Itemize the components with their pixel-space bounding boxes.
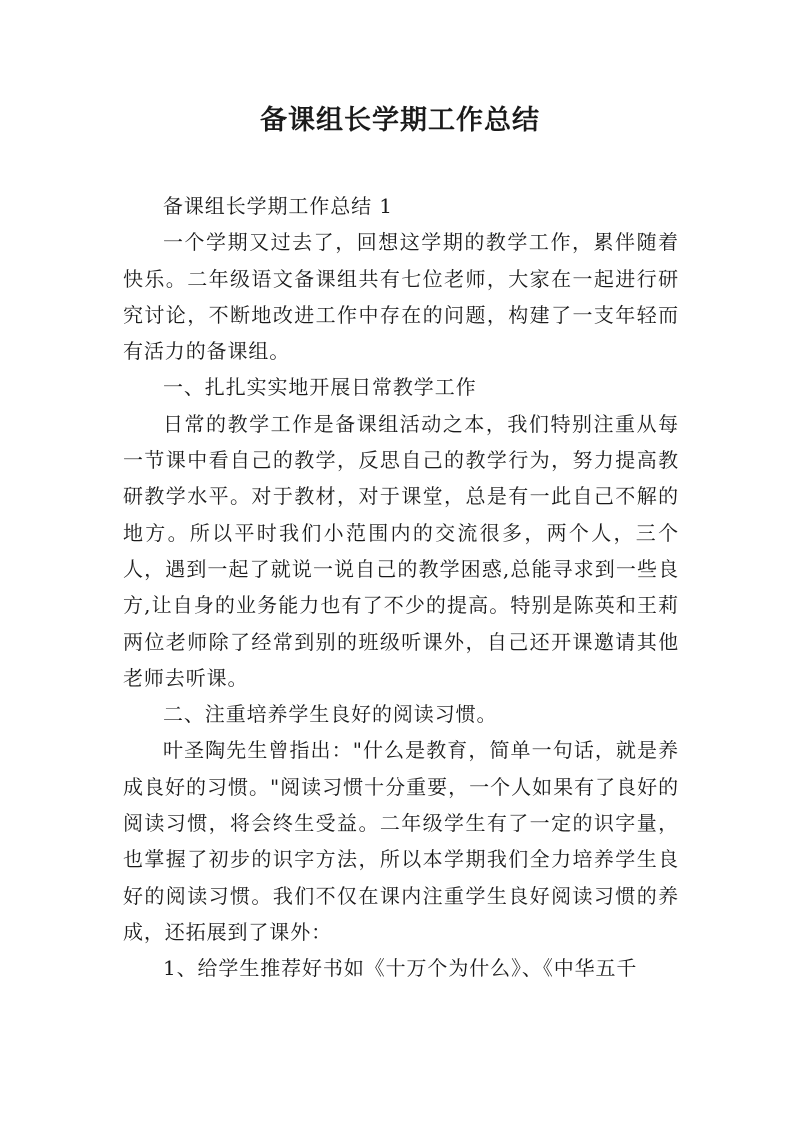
section-heading: 二、注重培养学生良好的阅读习惯。 xyxy=(163,702,498,727)
body-paragraph: 叶圣陶先生曾指出："什么是教育，简单一句话，就是养成良好的习惯。"阅读习惯十分重要，一个人如果有了良好的阅读习惯，将会终生受益。二年级学生有了一定的识字量，也掌握了初步的识字方法，所以本学期我们全力培养学生良好的阅读习惯。我们不仅在课内注重学生良好阅读习惯的养成，还拓展到了课外： xyxy=(123,738,679,944)
body-paragraph: 日常的教学工作是备课组活动之本，我们特别注重从每一节课中看自己的教学，反思自己的教学行为，努力提高教研教学水平。对于教材，对于课堂，总是有一此自己不解的地方。所以平时我们小范围内的交流很多，两个人，三个人，遇到一起了就说一说自己的教学困惑,总能寻求到一些良方,让自身的业务能力也有了不少的提高。特别是陈英和王莉两位老师除了经常到别的班级听课外，自己还开课邀请其他老师去听课。 xyxy=(123,411,679,690)
section-heading: 一、扎扎实实地开展日常教学工作 xyxy=(163,375,477,400)
section-heading: 备课组长学期工作总结 1 xyxy=(163,194,393,218)
body-paragraph: 一个学期又过去了，回想这学期的教学工作，累伴随着快乐。二年级语文备课组共有七位老师，大家在一起进行研究讨论，不断地改进工作中存在的问题，构建了一支年轻而有活力的备课组。 xyxy=(123,230,679,364)
list-item: 1、给学生推荐好书如《十万个为什么》、《中华五千 xyxy=(163,956,638,981)
document-body xyxy=(123,188,679,987)
document-title: 备课组长学期工作总结 xyxy=(260,105,540,136)
